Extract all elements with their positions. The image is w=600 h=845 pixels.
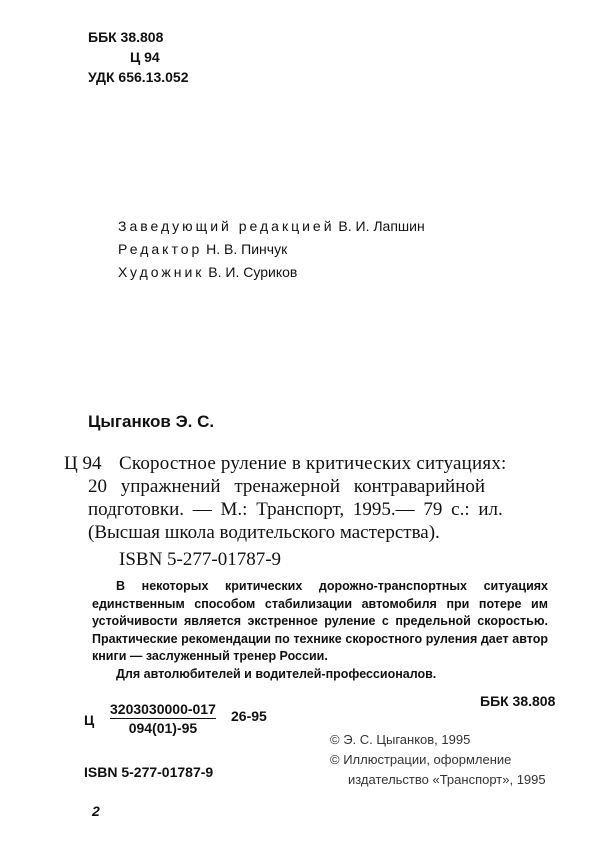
fraction-denominator: 094(01)-95 xyxy=(128,720,198,736)
abstract-paragraph: В некоторых критических дорожно-транспортных ситуациях единственным способом стабилизации автомобиля при потере им устойчивости является экстренное руление с предельной скоростью. Практические рекомендации по технике скоростного руления дает автор книги — заслуженный тренер России. xyxy=(92,579,548,663)
copyright-illustrations: © Иллюстрации, оформление xyxy=(330,752,512,767)
editorial-staff xyxy=(118,215,425,284)
entry-line: 20 упражнений тренажерной контраварийной xyxy=(88,476,486,497)
abstract xyxy=(92,578,548,683)
catalog-fraction xyxy=(110,700,216,737)
udk-code: УДК 656.13.052 xyxy=(88,69,189,85)
staff-line-editor: Редактор Н. В. Пинчук xyxy=(118,241,288,257)
entry-line: (Высшая школа водительского мастерства). xyxy=(88,522,440,543)
copyright-publisher: издательство «Транспорт», 1995 xyxy=(348,772,546,787)
page-number: 2 xyxy=(92,803,100,819)
entry-mark: Ц 94 xyxy=(64,453,102,474)
entry-line: Скоростное руление в критических ситуациях: xyxy=(119,453,507,474)
classification-codes xyxy=(88,27,188,87)
entry-isbn: ISBN 5-277-01787-9 xyxy=(119,549,282,570)
copyright-block xyxy=(330,730,546,790)
order-number: 26-95 xyxy=(231,708,267,724)
bibliographic-entry xyxy=(88,452,537,571)
staff-line-artist: Художник В. И. Суриков xyxy=(118,264,298,280)
copyright-author: © Э. С. Цыганков, 1995 xyxy=(330,732,471,747)
bbk-code: ББК 38.808 xyxy=(88,29,164,45)
author-mark: Ц 94 xyxy=(130,49,160,65)
footer-letter: Ц xyxy=(84,712,95,728)
footer-bbk: ББК 38.808 xyxy=(480,693,556,709)
footer-isbn: ISBN 5-277-01787-9 xyxy=(84,764,214,780)
audience-note: Для автолюбителей и водителей-профессионалов. xyxy=(116,666,437,681)
author-heading: Цыганков Э. С. xyxy=(88,412,215,431)
staff-line-editor-in-chief: Заведующий редакцией В. И. Лапшин xyxy=(118,218,425,234)
fraction-numerator: 3203030000-017 xyxy=(110,701,216,717)
entry-line: подготовки. — М.: Транспорт, 1995.— 79 с.: ил. xyxy=(88,499,503,520)
